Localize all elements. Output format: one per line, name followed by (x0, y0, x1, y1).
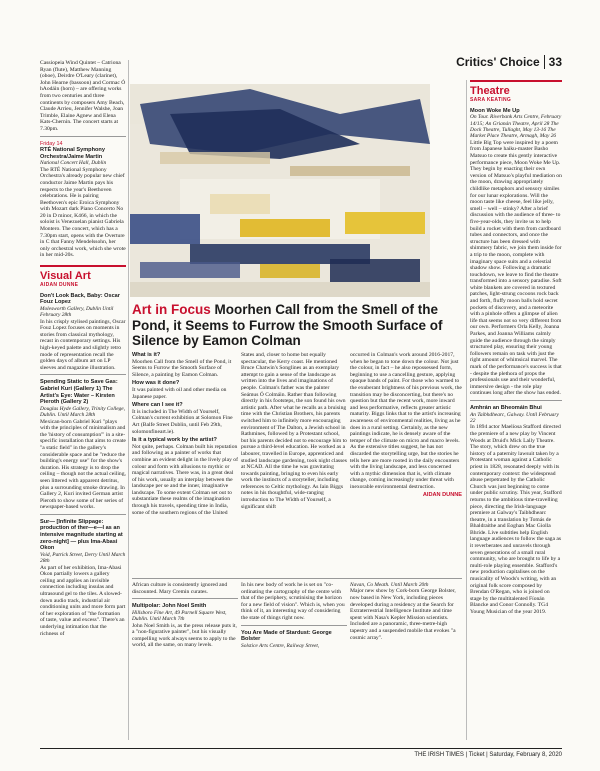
listing-body: Major new show by Cork-born George Bolster, now based in New York, including pieces developed during a residency at the Search for Extraterrestrial Intelligence Institute and time spent with Nasa's Kepler Mission scientists. Included are a panoramic, three-metre-high tapestry and a suspended mobile that evokes "a cosmic array". (350, 588, 456, 641)
listing-title: You Are Made of Stardust: George Bolster (241, 629, 332, 643)
left-column (40, 60, 126, 639)
artwork-image (130, 84, 430, 297)
answer: Not quite, perhaps. Colman built his reputation and following as a painter of works that combine an evident delight in the lively play of colour and form with allusions to mythic or magical narratives. There was, in a great deal of his work, usually an interplay between the landscape per se and the inner, imaginative landscape. To some extent Colman set out to substantiate these realms of the imagination through his travels, spending time in India, some of the southern regions of the United (132, 443, 238, 516)
listing-title: Sur— [Infinite Slippage: production of ther—e—l as an intensive magnitude starting at zero-night] — plus Ima-Abasi Okon (40, 518, 123, 552)
listing-venue: Navan, Co Meath. Until March 20th (350, 582, 429, 588)
bottom-column-1 (132, 582, 238, 651)
listing-body: In 1894 actor Maelíosa Stafford directed the premiere of a new play by Vincent Woods at Druid's Mick Lally Theatre. The story, which drew on the true history of a paternity lawsuit taken by a Protestant woman against a Catholic priest in 1828, resonated deeply with its contemporary context: the widespread abuse perpetrated by the Catholic Church was just beginning to come under public scrutiny. This year, Stafford returns to the ambitious time-travelling piece, directing the Irish-language premiere at Galway's Taibhdhearc theatre, in a translation by Tomás de Bhaldraithe and Eoghan Mac Giolla Bhríde. Live subtitles help English language audiences to follow the saga as it reverberates and unravels through seven generations of a small rural community, who are brought to life by a multi-role playing ensemble. Stafford's new production capitalises on the musicality of Woods's writing, with an original folk score composed by Brendan O'Regan, who is joined on stage by the multitalented Fíonán Blancke and Conor Connolly. TG4 Young Musician of the year 2019. (470, 424, 562, 615)
page-number: 33 (544, 55, 562, 69)
divider (40, 136, 126, 137)
listing-title: Spending Static to Save Gas: Gabriel Kuri (Gallery 1) The Artist's Eye: Water – Kirsten Pieroth (Gallery 2) (40, 379, 118, 406)
listing-venue: Molesworth Gallery, Dublin Until February 28th (40, 305, 114, 319)
listing-venue: On Tour. Riverbank Arts Centre, February 14/15; An Grianán Theatre, April 28 The Dock Theatre, Tullaght, May 13-16 The Market Place Theatre, Armagh, May 26 (470, 114, 562, 140)
listing-body: The RTÉ National Symphony Orchestra's already popular new chief conductor Jaime Martin pays his respects to the year's Beethoven celebrations. He is pairing Beethoven's epic Eroica Symphony with Mozart dark Piano Concerto No 20 in D minor, K466, in which the soloist is Venezuelan pianist Gabriela Montero. The concert, which has a 7.30pm start, opens with the Overture in C that Fanny Mendelssohn, her only orchestral work, which she wrote in her mid-20s. (40, 166, 126, 259)
listing-venue: Solstice Arts Centre, Railway Street, (241, 642, 320, 649)
divider (241, 625, 347, 626)
question: Is it a typical work by the artist? (132, 437, 217, 444)
feature-body: occurred in Colman's work around 2016-2017, when he began to tone down the colour. Not just the colour, in fact – he also repossessed form, beginning to use a cancelling gesture, applying opaque bands of paint. For those who warmed to the exuberant brightness of his previous work, the transition may be disconcerting, but there's no question but that the recent work, more inward and less performative, reflects greater artistic maturity. Biggs links that to the artist's increasing awareness of environmental realities, living as he does in a rural setting. Certainly, as the new paintings indicate, he is densely aware of the temper of the climate on micro and macro levels. As the extensive titles suggest, he has not discarded the storytelling urge, but the stories he tells here are more rooted in the daily encounters with the living landscape, and less concerned with a mythic dimension that is, with climate change, coming increasingly under threat with inexorable environmental destruction. (350, 352, 462, 490)
bottom-column-2 (241, 582, 347, 649)
theatre-column (470, 80, 562, 618)
feature-column-1 (132, 352, 238, 518)
column-rule (466, 80, 467, 740)
painting-illustration (130, 84, 430, 297)
listing-body: As part of her exhibition, Ima-Abasi Okon partially lowers a gallery ceiling and applies an invisible connection including insulas and ultrasound gel to the tiles. A slowed-down audio track, industrial air conditioning units and more form part of her exploration of "the formation of taste, value and excess". There's an underlying intimation that the richness of (40, 564, 126, 637)
listing-venue: Void, Patrick Street, Derry Until March 28th (40, 551, 126, 565)
feature-body: States and, closer to home but equally spectacular, the Kerry coast. He mentioned Bruce Chatwin's Songlines as an exemplary attempt to gain a sense of the landscape as written into the lives and imaginations of people. Colman's father was the painter Seámus Ó Colmáin. Rather than following directly in his footsteps, the son found his own artistic path. After what he recalls as a bruising time with the Christian Brothers, his parents switched him to infinitely more encouraging environment of The Dalton, a Jewish school in Rathmines, followed by a Protestant school, but his parents decided not to encourage him to pursue a third-level education. He worked as a labourer, travelled in Europe, apprenticed and studied landscape gardening, took night classes at NCAD. All the time he was gravitating towards painting, bringing to even his early work the instincts of a storyteller, including references to Celtic mythology. As Iain Biggs notes in his thoughtful, wide-ranging introduction to The Width of Yourself, a significant shift (241, 352, 347, 510)
answer: It is included in The Width of Yourself, Colman's current exhibition at Solomon Fine Art (Balfe Street Dublin, until Feb 29th, solomonfineart.ie). (132, 408, 233, 435)
listing-title: Don't Look Back, Baby: Oscar Fouz Lopez (40, 292, 120, 306)
feature-column-2 (241, 352, 347, 512)
page-footer: THE IRISH TIMES | Ticket | Saturday, February 8, 2020 (40, 748, 562, 758)
listing-body: Little Big Top were inspired by a poem from Japanese haiku-master Basho Matsuo to create this gently interactive performance piece, Moon Woke Me Up. They begin by enacting their own version of Matsuo's playful mediation on the moon, drawing appropriately childlike metaphors and sensory similes for our lunar explorations. Will the moon taste like cheese, feel like jelly, smell – well – stinky? After a brief discussion with the audience of three- to five-year-olds, they invite us to help build a rocket with them from cardboard tubes and connectors, and once the structure has been dressed with shimmery fabric, we join them inside for a trip to the moon, complete with imaginary space suits and a celestial shadow show. Following a dramatic touchdown, we leave to find the theatre transformed into a sensory paradise. Soft white blankets are covered in textured patches, light-strung cocoons rock back and forth, fluffy moon balls hold secret pockets of discovery, and a meteorite with a pinhole offers a glimpse of alien life that seems not so very different from our own. Performers Orla Kelly, Joanna Parkes, and Joanna Williams calmly guide the audience through the simply structured play, ensuring their young followers remain on task with just the right amount of whimsical marvel. The mark of the performance's success is that - despite the plethora of props the professionals use and their wonderful, immersive design - the role play continues long after the show has ended. (470, 139, 562, 397)
concert-intro: Cassiopeia Wind Quintet – Catriona Ryan (flute), Matthew Manning (oboe), Deirdre O'Leary (clarinet), John Hearne (bassoon) and Cormac Ó hAodáin (horn) – are offering works from two centuries and three continents by composers Amy Beach, Claude Arrieu, Jennifer Walshe, Joan Trimble, Elaine Agnew and Elena Kats-Chernin. The concert starts at 7.30pm. (40, 60, 126, 132)
listing-body: In his new body of work he is set on "co-ordinating the cartography of the centre with that of the periphery, scrutinising the horizon for a new field of vision". Which is, when you think of it, an interesting way of considering the state of things right now. (241, 582, 345, 621)
divider (132, 578, 462, 579)
section-header (456, 55, 562, 69)
listing-title: Amhrán an Bheomáin Bhui (470, 404, 542, 411)
column-rule (128, 60, 129, 740)
divider (40, 374, 126, 375)
section-heading-visual-art: Visual Art (40, 270, 91, 283)
section-rule (470, 80, 562, 82)
section-title: Critics' Choice (456, 55, 540, 69)
feature-column-3 (350, 352, 462, 499)
listing-title: Moon Woke Me Up (470, 107, 520, 114)
listing-venue: Douglas Hyde Gallery, Trinity College, Dublin. Until March 28th (40, 405, 126, 419)
feature-signature: AIDAN DUNNE (422, 492, 462, 499)
listing-title: Multipolar: John Noel Smith (132, 603, 207, 610)
listing-body: John Noel Smith is, as the press release puts it, a "non-figurative painter", but his visually compelling work always seems to apply to the world, all the same, on many levels. (132, 622, 237, 649)
listing-body: African culture is consistently ignored and discounted. Mary Cremin curates. (132, 582, 228, 595)
feature-headline (132, 302, 462, 349)
listing-date: Friday 14 (40, 140, 63, 147)
answer: It was painted with oil and other media on Japanese paper. (132, 386, 227, 400)
listing-title: RTÉ National Symphony Orchestra/Jaime Martin (40, 147, 105, 160)
divider (40, 514, 126, 515)
section-rule (40, 265, 126, 267)
divider (470, 400, 562, 401)
answer: Moorhen Call from the Smell of the Pond, it Seems to Furrow the Smooth Surface of Silence, a painting by Eamon Colman. (132, 358, 232, 378)
feature-kicker: Art in Focus (132, 302, 211, 317)
section-heading-theatre: Theatre (470, 85, 510, 97)
listing-venue: An Taibhdhearc, Galway. Until February 22 (470, 411, 559, 424)
bottom-column-3 (350, 582, 462, 643)
listing-body: Mexican-born Gabriel Kuri "plays with the principles of minimalism and the 'history of consumption'" in a site-specific installation that aims to create "a static field" in the gallery's considerable space and be "reduce the building's energy use" for the show's duration. His strategy is to drop the ceiling – though not the actual ceiling, seen littered with apparent detritus, plus a surrounding smoke drawing. In Gallery 2, Kuri invited German artist Pieroth to show some of her series of newspaper-based works. (40, 418, 126, 511)
divider (132, 598, 238, 599)
listing-body: In his crisply stylised paintings, Oscar Fouz Lopez focuses on moments in stories from classical mythology, recast in contemporary settings. His high-keyed palette and slightly retro mode of representation recall the golden days of album art on LP sleeves and magazine illustration. (40, 318, 126, 371)
byline: SARA KEATING (470, 97, 512, 103)
question: Where can I see it? (132, 402, 183, 409)
question: What is it? (132, 352, 161, 358)
question: How was it done? (132, 380, 180, 387)
feature-title: Moorhen Call from the Smell of the Pond, it Seems to Furrow the Smooth Surface of Silence by Eamon Colman (132, 302, 443, 348)
listing-venue: Hillsboro Fine Art, 49 Parnell Square West, Dublin. Until March 7th (132, 609, 227, 623)
listing-venue: National Concert Hall, Dublin (40, 160, 107, 167)
byline: AIDAN DUNNE (40, 282, 79, 289)
